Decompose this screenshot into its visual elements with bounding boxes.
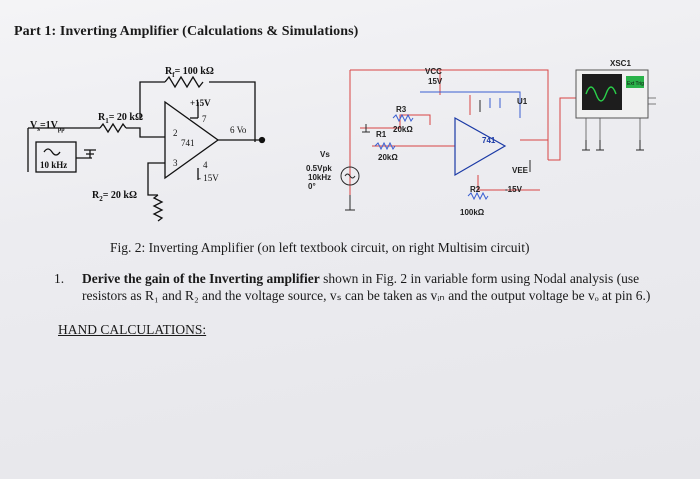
pin7-label: 7 xyxy=(202,114,207,124)
r1-resistor xyxy=(100,124,126,132)
question-lead: Derive the gain of the Inverting amplifier xyxy=(82,271,320,286)
vs-freq: 10kHz xyxy=(308,173,332,182)
textbook-labels xyxy=(30,66,247,203)
part-title: Part 1: Inverting Amplifier (Calculations & Simulations) xyxy=(14,24,359,39)
vs-label: $V_s=1V_{pp}$ xyxy=(30,120,65,133)
pin3-label: 3 xyxy=(173,158,178,168)
vs-amp: 0.5Vpk xyxy=(306,164,332,173)
textbook-circuit xyxy=(28,77,265,221)
r1-value: 20kΩ xyxy=(378,153,398,162)
oscilloscope[interactable] xyxy=(576,70,656,140)
r3-resistor xyxy=(393,115,413,121)
r2-label: $R_2= 20$ kΩ xyxy=(92,190,138,203)
hand-calculations-heading: HAND CALCULATIONS: xyxy=(58,322,207,337)
r2-name: R2 xyxy=(470,185,481,194)
r3-name: R3 xyxy=(396,105,407,114)
vs-name: Vs xyxy=(320,150,330,159)
scope-name: XSC1 xyxy=(610,59,631,68)
pin4-label: 4 xyxy=(203,160,208,170)
vee-value: -15V xyxy=(505,185,522,194)
freq-label: 10 kHz xyxy=(40,160,68,170)
r2-resistor xyxy=(154,195,162,221)
r3-value: 20kΩ xyxy=(393,125,413,134)
rf-resistor xyxy=(165,77,203,87)
question-text: shown in Fig. 2 in variable form using Nodal analysis (use resistors as R₁ and R₂ and the voltage source, vₛ can be taken as vᵢₙ and the output voltage be vₒ at pin 6.) xyxy=(82,271,651,303)
r2-value: 100kΩ xyxy=(460,208,485,217)
rf-label: $R_f= 100$ kΩ xyxy=(165,66,214,79)
vee-name: VEE xyxy=(512,166,529,175)
opamp-sim-symbol xyxy=(455,118,505,175)
opamp-label: 741 xyxy=(181,138,195,148)
scope-tag: Ext Trig xyxy=(627,81,644,87)
r1-label: $R_1= 20$ kΩ xyxy=(98,112,144,125)
vcc-name: VCC xyxy=(425,67,442,76)
opamp-part: 741 xyxy=(482,136,496,145)
r1-name: R1 xyxy=(376,130,387,139)
vee-label: - 15V xyxy=(198,173,219,183)
vs-phase: 0° xyxy=(308,182,316,191)
pin2-label: 2 xyxy=(173,128,178,138)
ground-symbol xyxy=(76,150,96,158)
question-number: 1. xyxy=(54,271,65,286)
pin6-label: 6 Vo xyxy=(230,125,247,135)
question-body xyxy=(82,270,657,304)
ground-symbol-sim xyxy=(345,195,355,210)
opamp-name: U1 xyxy=(517,97,528,106)
vcc-label: +15V xyxy=(190,98,211,108)
figure-caption: Fig. 2: Inverting Amplifier (on left textbook circuit, on right Multisim circuit) xyxy=(110,240,530,255)
vcc-value: 15V xyxy=(428,77,443,86)
